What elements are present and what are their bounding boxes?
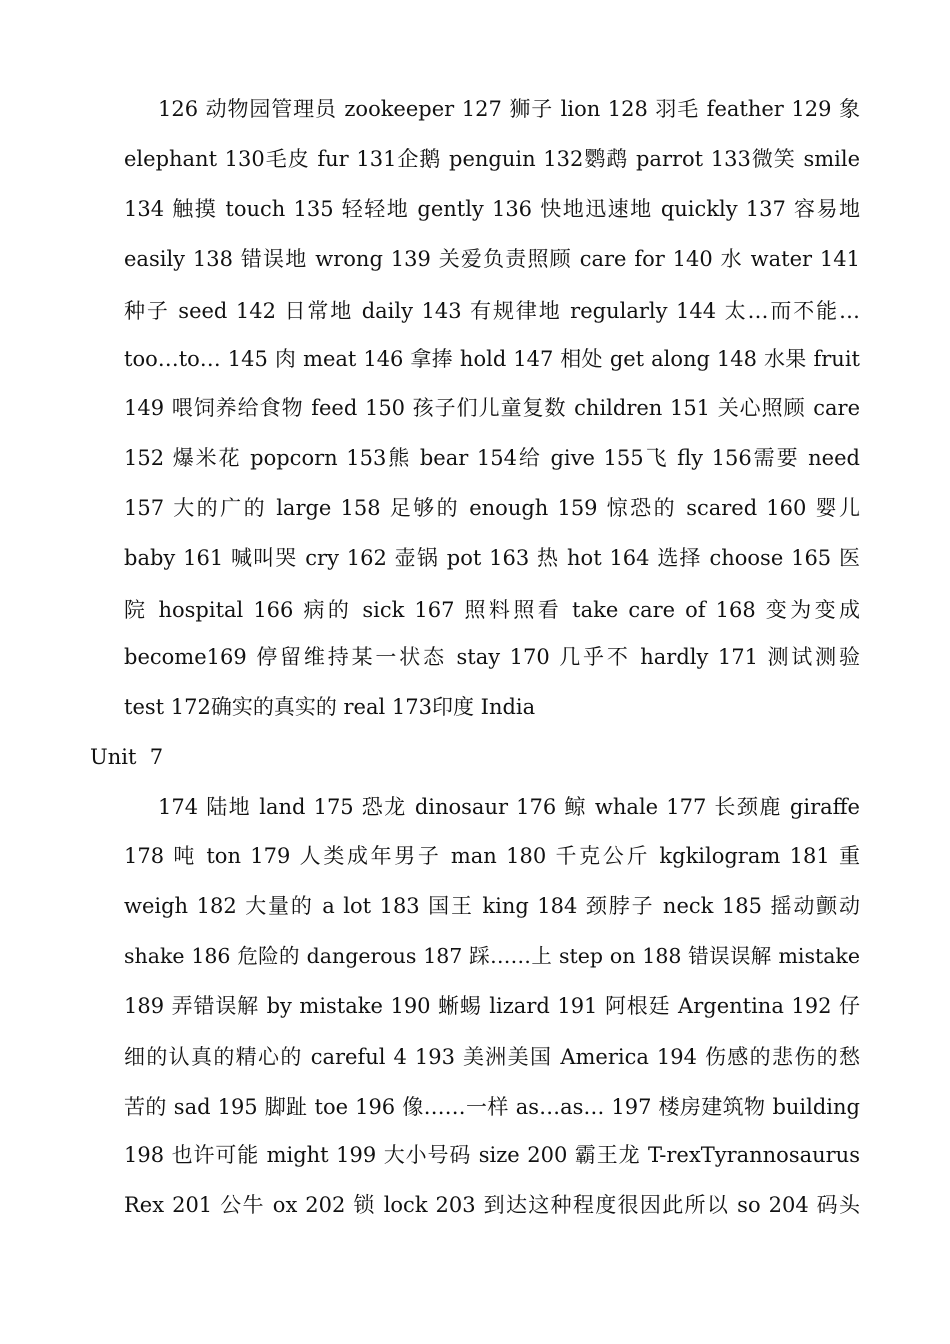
vocab-line: become169 停留维持某一状态 stay 170 几乎不 hardly 171 测试测验 (124, 645, 860, 669)
vocab-line: 174 陆地 land 175 恐龙 dinosaur 176 鲸 whale 177 长颈鹿 giraffe (158, 795, 860, 819)
vocab-line: 152 爆米花 popcorn 153熊 bear 154给 give 155飞 fly 156需要 need (124, 446, 860, 470)
vocab-line: too…to… 145 肉 meat 146 拿捧 hold 147 相处 get along 148 水果 fruit (124, 347, 860, 371)
vocab-line: 157 大的广的 large 158 足够的 enough 159 惊恐的 scared 160 婴儿 (124, 496, 860, 520)
vocab-line: 院 hospital 166 病的 sick 167 照料照看 take care of 168 变为变成 (124, 598, 860, 622)
vocab-line: 126 动物园管理员 zookeeper 127 狮子 lion 128 羽毛 feather 129 象 (158, 97, 860, 121)
vocab-line: elephant 130毛皮 fur 131企鹅 penguin 132鹦鹉 parrot 133微笑 smile (124, 147, 860, 171)
vocab-line: 198 也许可能 might 199 大小号码 size 200 霸王龙 T-rexTyrannosaurus (124, 1143, 860, 1167)
vocab-line: 178 吨 ton 179 人类成年男子 man 180 千克公斤 kgkilogram 181 重 (124, 844, 860, 868)
unit-heading: Unit 7 (90, 745, 164, 769)
vocab-line: easily 138 错误地 wrong 139 关爱负责照顾 care for 140 水 water 141 (124, 247, 860, 271)
vocab-line: baby 161 喊叫哭 cry 162 壶锅 pot 163 热 hot 164 选择 choose 165 医 (124, 546, 860, 570)
vocab-line: 细的认真的精心的 careful 4 193 美洲美国 America 194 伤感的悲伤的愁 (124, 1045, 860, 1069)
vocab-line: test 172确实的真实的 real 173印度 India (124, 695, 536, 719)
vocab-line: weigh 182 大量的 a lot 183 国王 king 184 颈脖子 neck 185 摇动颤动 (124, 894, 860, 918)
vocab-line: shake 186 危险的 dangerous 187 踩……上 step on 188 错误误解 mistake (124, 944, 860, 968)
vocab-line: 134 触摸 touch 135 轻轻地 gently 136 快地迅速地 quickly 137 容易地 (124, 197, 860, 221)
vocab-line: 189 弄错误解 by mistake 190 蜥蜴 lizard 191 阿根廷 Argentina 192 仔 (124, 994, 860, 1018)
vocab-line: 苦的 sad 195 脚趾 toe 196 像……一样 as…as… 197 楼房建筑物 building (124, 1095, 860, 1119)
vocab-line: Rex 201 公牛 ox 202 锁 lock 203 到达这种程度很因此所以 so 204 码头 (124, 1193, 860, 1217)
vocab-line: 149 喂饲养给食物 feed 150 孩子们儿童复数 children 151 关心照顾 care (124, 396, 860, 420)
vocab-line: 种子 seed 142 日常地 daily 143 有规律地 regularly 144 太…而不能… (124, 299, 860, 323)
